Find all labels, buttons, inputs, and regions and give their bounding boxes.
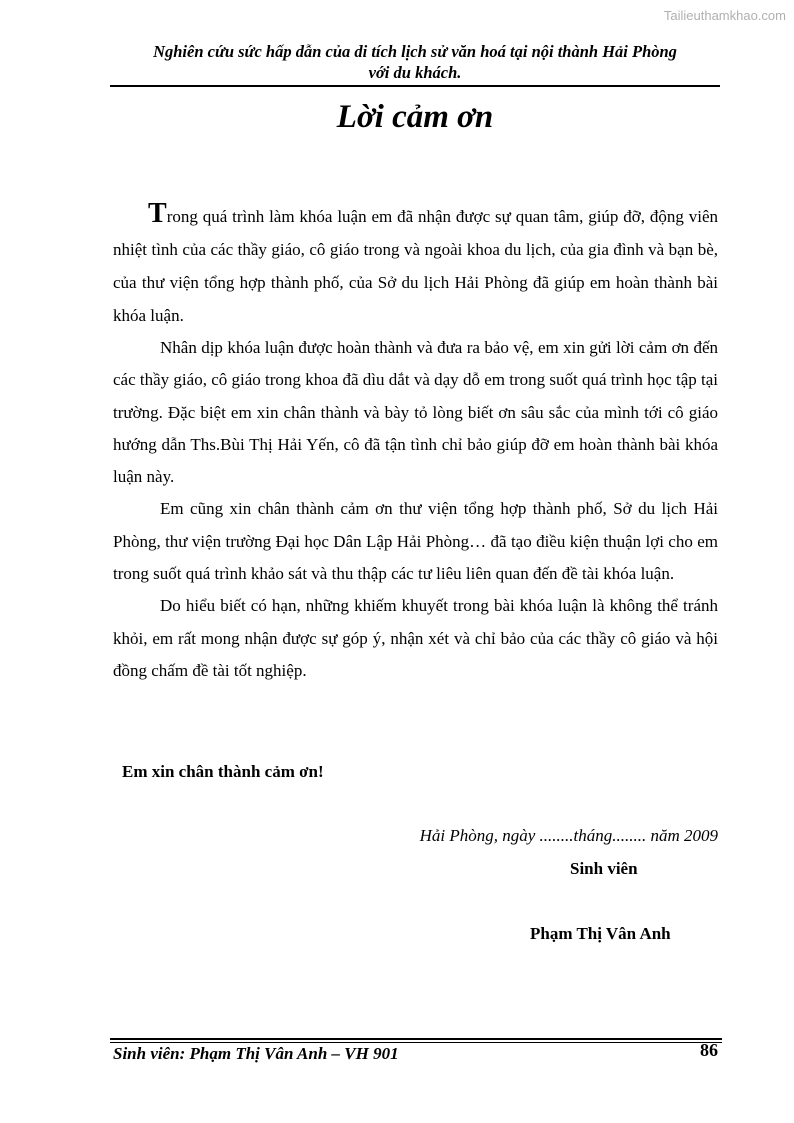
footer-student-info: Sinh viên: Phạm Thị Vân Anh – VH 901 <box>113 1044 399 1063</box>
signer-name: Phạm Thị Vân Anh <box>530 924 671 943</box>
running-header-line-1: Nghiên cứu sức hấp dẫn của di tích lịch sử văn hoá tại nội thành Hải Phòng <box>153 42 677 61</box>
page-number: 86 <box>700 1040 718 1060</box>
drop-cap-letter: T <box>148 198 167 229</box>
paragraph-3: Em cũng xin chân thành cảm ơn thư viện tổng hợp thành phố, Sở du lịch Hải Phòng, thư viện trường Đại học Dân Lập Hải Phòng… đã tạo điều kiện thuận lợi cho em trong suốt quá trình khảo sát và thu thập các tư liêu liên quan đến đề tài khóa luận. <box>113 499 718 584</box>
running-header-line-2: với du khách. <box>368 63 462 82</box>
paragraph-1 <box>113 200 718 332</box>
signer-role: Sinh viên <box>570 859 638 878</box>
watermark-text: Tailieuthamkhao.com <box>663 8 786 23</box>
footer-divider-thin <box>110 1042 722 1043</box>
paragraph-2: Nhân dịp khóa luận được hoàn thành và đưa ra bảo vệ, em xin gửi lời cảm ơn đến các thầy giáo, cô giáo trong khoa đã dìu dắt và dạy dỗ em trong suốt quá trình học tập tại trường. Đặc biệt em xin chân thành và bày tỏ lòng biết ơn sâu sắc của mình tới cô giáo hướng dẫn Ths.Bùi Thị Hải Yến, cô đã tận tình chỉ bảo giúp đỡ em hoàn thành bài khóa luận này. <box>113 338 718 487</box>
header-divider <box>110 85 720 87</box>
paragraph-4: Do hiểu biết có hạn, những khiếm khuyết trong bài khóa luận là không thể tránh khỏi, em rất mong nhận được sự góp ý, nhận xét và chỉ bảo của các thầy cô giáo và hội đồng chấm đề tài tốt nghiệp. <box>113 596 718 680</box>
page-title: Lời cảm ơn <box>336 99 494 135</box>
acknowledgement-body <box>113 200 718 687</box>
paragraph-1-text: rong quá trình làm khóa luận em đã nhận được sự quan tâm, giúp đỡ, động viên nhiệt tình của các thầy giáo, cô giáo trong và ngoài khoa du lịch, của gia đình và bạn bè, của thư viện tổng hợp thành phố, của Sở du lịch Hải Phòng đã giúp em hoàn thành bài khóa luận. <box>113 207 718 325</box>
running-header <box>110 41 720 83</box>
footer-divider-thick <box>110 1038 722 1040</box>
closing-thanks: Em xin chân thành cảm ơn! <box>122 762 324 781</box>
place-date-line: Hải Phòng, ngày ........tháng........ năm 2009 <box>419 826 718 845</box>
